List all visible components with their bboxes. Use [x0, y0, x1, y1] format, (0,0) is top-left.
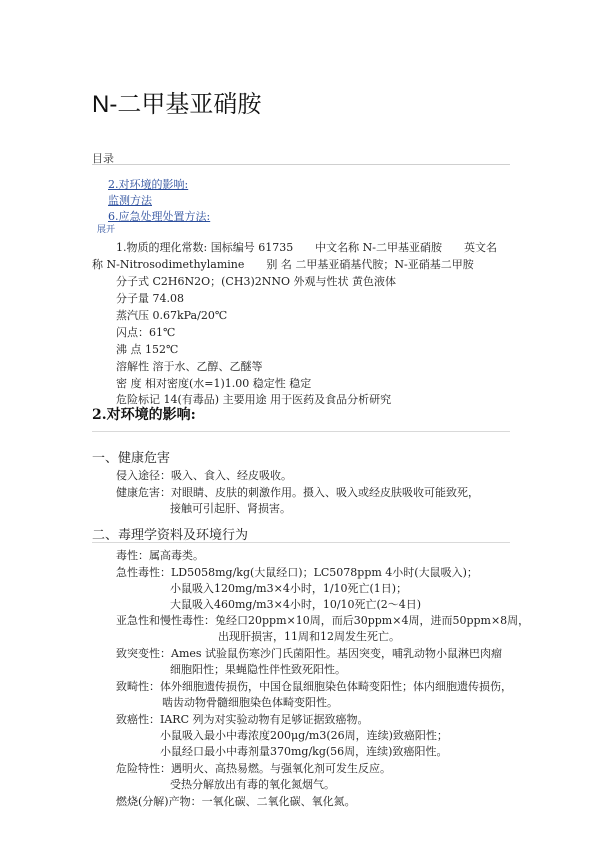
section-divider — [92, 431, 510, 432]
tox-line-16: 燃烧(分解)产物：一氧化碳、二氧化碳、氧化氮。 — [116, 795, 356, 808]
toc-link-emergency[interactable]: 6.应急处理处置方法: — [108, 210, 211, 223]
toc-link-monitoring[interactable]: 监测方法 — [108, 194, 152, 207]
toc-label: 目录 — [92, 152, 114, 165]
props-line-5: 蒸汽压 0.67kPa/20℃ — [116, 309, 228, 322]
props-line-7: 沸 点 152℃ — [116, 343, 179, 356]
health-route: 侵入途径：吸入、食入、经皮吸收。 — [116, 469, 292, 482]
props-line-6: 闪点：61℃ — [116, 326, 176, 339]
tox-line-3: 小鼠吸入120mg/m3×4小时，1/10死亡(1日)； — [170, 582, 408, 595]
props-line-9: 密 度 相对密度(水=1)1.00 稳定性 稳定 — [116, 377, 312, 390]
tox-line-6: 出现肝损害，11周和12周发生死亡。 — [218, 630, 400, 643]
props-line-4: 分子量 74.08 — [116, 292, 184, 305]
section-heading-environment: 2.对环境的影响: — [92, 407, 196, 423]
health-hazard-2: 接触可引起肝、肾损害。 — [170, 502, 291, 515]
props-line-10: 危险标记 14(有毒品) 主要用途 用于医药及食品分析研究 — [116, 393, 392, 406]
toc-divider — [92, 164, 510, 165]
tox-line-5: 亚急性和慢性毒性：兔经口20ppm×10周，而后30ppm×4周，进而50ppm×8周， — [116, 614, 530, 627]
health-hazard-1: 健康危害：对眼睛、皮肤的刺激作用。摄入、吸入或经皮肤吸收可能致死， — [116, 486, 479, 499]
tox-line-14: 危险特性：遇明火、高热易燃。与强氧化剂可发生反应。 — [116, 762, 391, 775]
tox-line-2: 急性毒性：LD5058mg/kg(大鼠经口)；LC5078ppm 4小时(大鼠吸入)； — [116, 566, 478, 579]
page-title: N-二甲基亚硝胺 — [92, 91, 262, 118]
health-heading: 一、健康危害 — [92, 451, 171, 466]
tox-line-9: 致畸性：体外细胞遗传损伤，中国仓鼠细胞染色体畸变阳性；体内细胞遗传损伤， — [116, 680, 512, 693]
tox-line-15: 受热分解放出有毒的氧化氮烟气。 — [170, 778, 335, 791]
toc-expand-link[interactable]: 展开 — [97, 225, 116, 235]
props-line-8: 溶解性 溶于水、乙醇、乙醚等 — [116, 360, 263, 373]
tox-line-4: 大鼠吸入460mg/m3×4小时，10/10死亡(2～4日) — [170, 598, 422, 611]
props-line-1: 1.物质的理化常数: 国标编号 61735 中文名称 N-二甲基亚硝胺 英文名 — [116, 241, 498, 254]
tox-line-7: 致突变性：Ames 试验鼠伤寒沙门氏菌阳性。基因突变，哺乳动物小鼠淋巴肉瘤 — [116, 647, 503, 660]
props-line-2: 称 N-Nitrosodimethylamine 别 名 二甲基亚硝基代胺；N-亚硝基二甲胺 — [92, 258, 474, 271]
tox-divider — [92, 542, 510, 543]
tox-line-10: 啮齿动物骨髓细胞染色体畸变阳性。 — [162, 696, 338, 709]
props-line-3: 分子式 C2H6N2O；(CH3)2NNO 外观与性状 黄色液体 — [116, 275, 396, 288]
tox-line-11: 致癌性：IARC 列为对实验动物有足够证据致癌物。 — [116, 713, 369, 726]
tox-line-1: 毒性：属高毒类。 — [116, 549, 204, 562]
toc-link-environment[interactable]: 2.对环境的影响: — [108, 178, 189, 191]
tox-line-12: 小鼠吸入最小中毒浓度200μg/m3(26周，连续)致癌阳性； — [160, 729, 448, 742]
tox-heading: 二、毒理学资料及环境行为 — [92, 528, 249, 543]
tox-line-8: 细胞阳性；果蝇隐性伴性致死阳性。 — [170, 663, 346, 676]
tox-line-13: 小鼠经口最小中毒剂量370mg/kg(56周，连续)致癌阳性。 — [160, 745, 448, 758]
